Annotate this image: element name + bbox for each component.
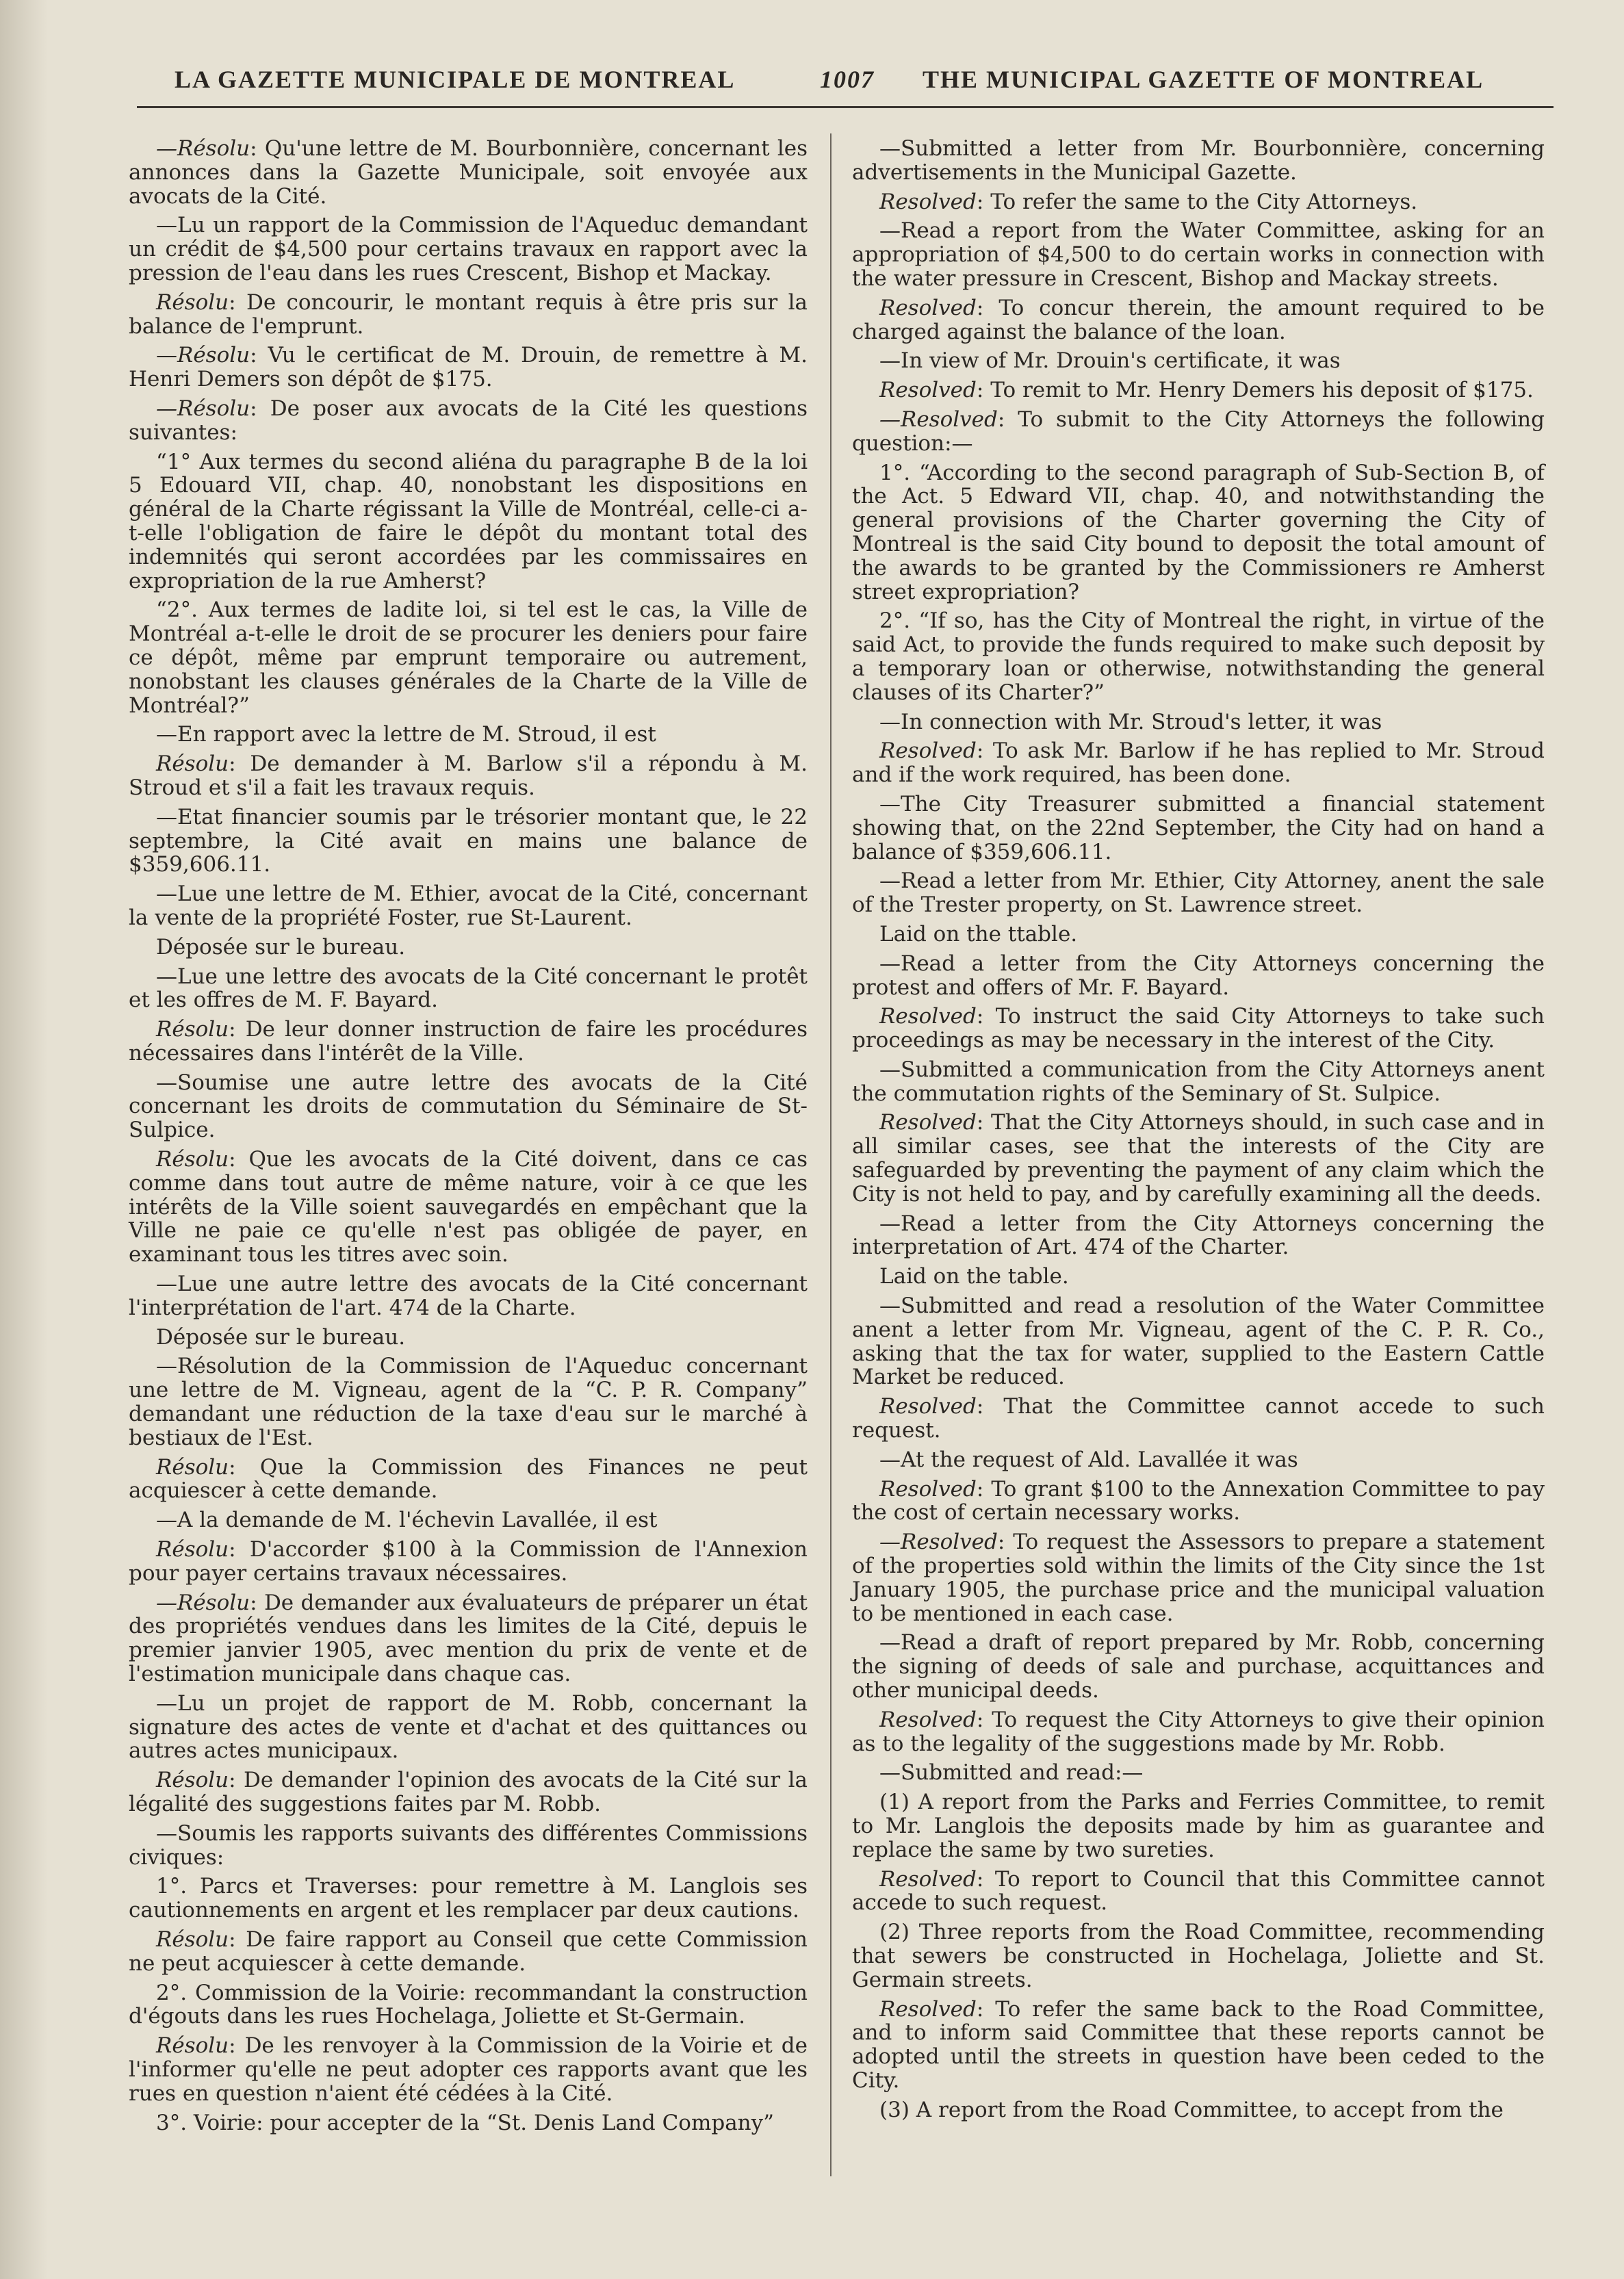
french-paragraph — [129, 2111, 808, 2135]
english-paragraph — [852, 137, 1545, 185]
french-resolution-lead: Résolu — [156, 1927, 229, 1952]
english-paragraph-text: : To request the City Attorneys to give their opinion as to the legality of the suggestions made by Mr. Robb. — [852, 1707, 1545, 1756]
french-paragraph — [129, 723, 808, 747]
french-paragraph — [129, 1692, 808, 1763]
french-paragraph — [129, 752, 808, 800]
english-paragraph — [852, 1631, 1545, 1702]
french-paragraph — [129, 1148, 808, 1267]
english-paragraph-text: —Submitted and read:— — [879, 1760, 1144, 1786]
english-resolution-lead: Resolved — [879, 1476, 977, 1502]
french-resolution-lead: Résolu — [156, 1768, 229, 1793]
header-french-title: LA GAZETTE MUNICIPALE DE MONTREAL — [175, 66, 736, 93]
english-resolution-lead: Resolved — [879, 1996, 977, 2022]
french-paragraph-text: 2°. Commission de la Voirie: recommandant la construction d'égouts dans les rues Hochelaga, Joliette et St-Germain. — [129, 1980, 808, 2029]
english-paragraph — [852, 739, 1545, 787]
header-rule — [137, 106, 1554, 108]
french-paragraph — [129, 1538, 808, 1586]
english-resolution-lead: —Resolved — [879, 1530, 998, 1555]
french-paragraph-text: —Soumise une autre lettre des avocats de la Cité concernant les droits de commutation du Séminaire de St-Sulpice. — [129, 1070, 808, 1143]
french-resolution-lead: Résolu — [156, 1537, 229, 1562]
english-column — [852, 137, 1545, 2128]
french-paragraph-text: : De concourir, le montant requis à être pris sur la balance de l'emprunt. — [129, 289, 808, 339]
english-paragraph — [852, 461, 1545, 604]
french-paragraph — [129, 291, 808, 339]
english-paragraph — [852, 349, 1545, 373]
english-paragraph-text: Laid on the table. — [879, 1264, 1069, 1289]
french-resolution-lead: Résolu — [156, 2033, 229, 2059]
english-paragraph-text: : To concur therein, the amount required to be charged against the balance of the loan. — [852, 295, 1545, 344]
french-paragraph-text: 1°. Parcs et Traverses: pour remettre à M. Langlois ses cautionnements en argent et les remplacer par deux cautions. — [129, 1874, 808, 1923]
english-paragraph-text: : To refer the same back to the Road Committee, and to inform said Committee that these reports cannot be adopted until the streets in question have been ceded to the City. — [852, 1996, 1545, 2093]
french-paragraph-text: : Qu'une lettre de M. Bourbonnière, concernant les annonces dans la Gazette Municipale, soit envoyée aux avocats de la Cité. — [129, 136, 808, 209]
english-paragraph — [852, 1920, 1545, 1992]
english-resolution-lead: Resolved — [879, 378, 977, 403]
english-paragraph — [852, 1998, 1545, 2093]
english-paragraph — [852, 296, 1545, 344]
french-paragraph — [129, 598, 808, 717]
english-paragraph-text: Laid on the ttable. — [879, 921, 1078, 947]
french-paragraph — [129, 1928, 808, 1976]
french-paragraph-text: : De demander à M. Barlow s'il a répondu à M. Stroud et s'il a fait les travaux requis. — [129, 751, 808, 800]
english-paragraph-text: : To request the Assessors to prepare a statement of the properties sold within the limits of the City since the 1st January 1905, the purchase price and the municipal valuation to be mentioned in each case. — [852, 1530, 1545, 1626]
english-paragraph — [852, 1761, 1545, 1785]
french-paragraph — [129, 1768, 808, 1816]
page-number: 1007 — [820, 66, 875, 93]
english-paragraph — [852, 1212, 1545, 1260]
english-paragraph-text: —At the request of Ald. Lavallée it was — [879, 1447, 1298, 1472]
french-paragraph — [129, 1508, 808, 1532]
english-resolution-lead: Resolved — [879, 738, 977, 764]
english-paragraph — [852, 408, 1545, 456]
french-paragraph — [129, 2034, 808, 2105]
english-paragraph — [852, 710, 1545, 734]
english-paragraph-text: —Read a report from the Water Committee, asking for an appropriation of $4,500 to do certain works in connection with the water pressure in Crescent, Bishop and Mackay streets. — [852, 218, 1545, 291]
english-paragraph-text: —Submitted a letter from Mr. Bourbonnière, concerning advertisements in the Municipal Gazette. — [852, 136, 1545, 185]
french-paragraph — [129, 936, 808, 960]
english-paragraph-text: : To submit to the City Attorneys the following question:— — [852, 407, 1545, 456]
french-paragraph-text: —Etat financier soumis par le trésorier montant que, le 22 septembre, la Cité avait en mains une balance de $359,606.11. — [129, 804, 808, 877]
french-resolution-lead: —Résolu — [156, 1590, 250, 1615]
english-paragraph-text: : To grant $100 to the Annexation Committee to pay the cost of certain necessary works. — [852, 1476, 1545, 1525]
french-paragraph — [129, 344, 808, 391]
french-paragraph — [129, 1018, 808, 1066]
english-paragraph — [852, 1265, 1545, 1289]
english-paragraph — [852, 1294, 1545, 1389]
french-paragraph — [129, 1326, 808, 1350]
english-paragraph-text: : To instruct the said City Attorneys to take such proceedings as may be necessary in the interest of the City. — [852, 1004, 1545, 1053]
french-paragraph-text: —En rapport avec la lettre de M. Stroud, il est — [156, 722, 656, 747]
english-paragraph-text: —Read a draft of report prepared by Mr. Robb, concerning the signing of deeds of sale and purchase, acquittances and other municipal deeds. — [852, 1630, 1545, 1703]
french-resolution-lead: Résolu — [156, 1147, 229, 1172]
french-paragraph-text: : De les renvoyer à la Commission de la Voirie et de l'informer qu'elle ne peut adopter ces rapports avant que les rues en question n'aient été cédées à la Cité. — [129, 2033, 808, 2106]
french-paragraph — [129, 1456, 808, 1504]
english-paragraph — [852, 378, 1545, 402]
french-column — [129, 137, 808, 2140]
english-paragraph-text: —Read a letter from the City Attorneys concerning the protest and offers of Mr. F. Bayard. — [852, 951, 1545, 1000]
french-resolution-lead: Résolu — [156, 1454, 229, 1480]
french-paragraph — [129, 1591, 808, 1686]
french-paragraph — [129, 1981, 808, 2029]
french-paragraph — [129, 1071, 808, 1142]
english-resolution-lead: Resolved — [879, 1394, 977, 1419]
french-paragraph-text: —Lue une autre lettre des avocats de la Cité concernant l'interprétation de l'art. 474 de la Charte. — [129, 1272, 808, 1320]
english-paragraph-text: : To remit to Mr. Henry Demers his deposit of $175. — [976, 378, 1534, 403]
english-paragraph-text: —In connection with Mr. Stroud's letter, it was — [879, 709, 1382, 734]
french-paragraph-text: : Que les avocats de la Cité doivent, dans ce cas comme dans tout autre de même nature, voir à ce que les intérêts de la Ville soient sauvegardés en empêchant que la Ville ne paie ce qu'elle n'est pas obligée de payer, en examinant tous les titres avec soin. — [129, 1147, 808, 1267]
french-paragraph — [129, 1272, 808, 1320]
french-paragraph-text: : De poser aux avocats de la Cité les questions suivantes: — [129, 396, 808, 445]
english-paragraph-text: : To report to Council that this Committee cannot accede to such request. — [852, 1866, 1545, 1916]
french-paragraph-text: “2°. Aux termes de ladite loi, si tel est le cas, la Ville de Montréal a-t-elle le droit de se procurer les deniers pour faire ce dépôt, même par emprunt temporaire ou autrement, nonobstant les clauses générales de la Charte de la Ville de Montréal?” — [129, 597, 808, 718]
french-paragraph-text: —Lue une lettre des avocats de la Cité concernant le protêt et les offres de M. F. Bayard. — [129, 964, 808, 1013]
header-english-title: THE MUNICIPAL GAZETTE OF MONTREAL — [923, 66, 1484, 93]
french-paragraph-text: —Lue une lettre de M. Ethier, avocat de la Cité, concernant la vente de la propriété Foster, rue St-Laurent. — [129, 881, 808, 930]
french-resolution-lead: —Résolu — [156, 343, 250, 368]
english-paragraph-text: —The City Treasurer submitted a financial statement showing that, on the 22nd September, the City had on hand a balance of $359,606.11. — [852, 791, 1545, 864]
english-paragraph — [852, 1478, 1545, 1525]
english-paragraph — [852, 219, 1545, 290]
english-paragraph — [852, 190, 1545, 214]
english-paragraph-text: —In view of Mr. Drouin's certificate, it was — [879, 348, 1341, 374]
french-resolution-lead: Résolu — [156, 289, 229, 315]
french-resolution-lead: Résolu — [156, 1017, 229, 1042]
english-paragraph — [852, 2098, 1545, 2122]
french-paragraph — [129, 1875, 808, 1922]
french-paragraph-text: : De faire rapport au Conseil que cette Commission ne peut acquiescer à cette demande. — [129, 1927, 808, 1976]
english-paragraph — [852, 1868, 1545, 1916]
french-paragraph-text: —Soumis les rapports suivants des différentes Commissions civiques: — [129, 1820, 808, 1870]
english-paragraph-text: : To refer the same to the City Attorneys. — [976, 189, 1418, 214]
english-resolution-lead: Resolved — [879, 1707, 977, 1732]
english-paragraph — [852, 1395, 1545, 1443]
english-paragraph — [852, 952, 1545, 1000]
english-paragraph-text: : That the Committee cannot accede to such request. — [852, 1394, 1545, 1443]
page-binding-shadow — [0, 0, 48, 2279]
french-paragraph — [129, 397, 808, 445]
english-paragraph-text: —Submitted a communication from the City Attorneys anent the commutation rights of the Seminary of St. Sulpice. — [852, 1057, 1545, 1106]
french-paragraph-text: : D'accorder $100 à la Commission de l'Annexion pour payer certains travaux nécessaires. — [129, 1537, 808, 1586]
french-paragraph-text: “1° Aux termes du second aliéna du paragraphe B de la loi 5 Edouard VII, chap. 40, nonobstant les dispositions en général de la Charte régissant la Ville de Montréal, celle-ci a-t-elle l'obligation de faire le dépôt du montant total des indemnités qui seront accordées par les commissaires en expropriation de la rue Amherst? — [129, 449, 808, 593]
english-paragraph — [852, 869, 1545, 917]
french-paragraph-text: Déposée sur le bureau. — [156, 1324, 406, 1350]
english-paragraph — [852, 1111, 1545, 1206]
french-paragraph — [129, 450, 808, 593]
french-paragraph-text: : Vu le certificat de M. Drouin, de remettre à M. Henri Demers son dépôt de $175. — [129, 343, 808, 392]
english-paragraph-text: (1) A report from the Parks and Ferries Committee, to remit to Mr. Langlois the deposits made by him as guarantee and replace the same by two sureties. — [852, 1790, 1545, 1862]
english-paragraph — [852, 1530, 1545, 1625]
french-resolution-lead: Résolu — [156, 751, 229, 777]
english-resolution-lead: Resolved — [879, 1110, 977, 1135]
french-paragraph-text: : Que la Commission des Finances ne peut acquiescer à cette demande. — [129, 1454, 808, 1504]
french-paragraph — [129, 1822, 808, 1870]
english-resolution-lead: Resolved — [879, 189, 977, 214]
french-paragraph-text: —A la demande de M. l'échevin Lavallée, il est — [156, 1508, 658, 1533]
english-paragraph — [852, 1058, 1545, 1106]
french-paragraph-text: : De leur donner instruction de faire les procédures nécessaires dans l'intérêt de la Ville. — [129, 1017, 808, 1066]
french-paragraph-text: —Lu un rapport de la Commission de l'Aqueduc demandant un crédit de $4,500 pour certains travaux en rapport avec la pression de l'eau dans les rues Crescent, Bishop et Mackay. — [129, 213, 808, 285]
french-paragraph — [129, 882, 808, 930]
french-paragraph-text: —Résolution de la Commission de l'Aqueduc concernant une lettre de M. Vigneau, agent de la “C. P. R. Company” demandant une réduction de la taxe d'eau sur le marché à bestiaux de l'Est. — [129, 1354, 808, 1450]
column-divider — [830, 133, 832, 2176]
french-paragraph-text: Déposée sur le bureau. — [156, 934, 406, 960]
english-paragraph-text: —Read a letter from Mr. Ethier, City Attorney, anent the sale of the Trester property, on St. Lawrence street. — [852, 868, 1545, 918]
english-paragraph — [852, 609, 1545, 704]
english-paragraph-text: 2°. “If so, has the City of Montreal the right, in virtue of the said Act, to provide the funds required to make such deposit by a temporary loan or otherwise, notwithstanding the general clauses of its Charter?” — [852, 608, 1545, 705]
french-paragraph-text: 3°. Voirie: pour accepter de la “St. Denis Land Company” — [156, 2110, 774, 2135]
french-paragraph — [129, 214, 808, 285]
english-paragraph-text: —Submitted and read a resolution of the Water Committee anent a letter from Mr. Vigneau, agent of the C. P. R. Co., asking that the tax for water, supplied to the Eastern Cattle Market be reduced. — [852, 1293, 1545, 1390]
english-paragraph — [852, 793, 1545, 864]
french-resolution-lead: —Résolu — [156, 396, 250, 421]
english-paragraph — [852, 1790, 1545, 1862]
french-paragraph — [129, 1354, 808, 1450]
french-paragraph — [129, 806, 808, 877]
english-resolution-lead: —Resolved — [879, 407, 998, 432]
english-paragraph-text: 1°. “According to the second paragraph of Sub-Section B, of the Act. 5 Edward VII, chap. 40, and notwithstanding the general provisions of the Charter governing the City of Montreal is the said City bound to deposit the total amount of the awards to be granted by the Commissioners re Amherst street expropriation? — [852, 460, 1545, 604]
english-paragraph-text: —Read a letter from the City Attorneys concerning the interpretation of Art. 474 of the Charter. — [852, 1211, 1545, 1260]
english-resolution-lead: Resolved — [879, 1866, 977, 1892]
english-paragraph-text: : To ask Mr. Barlow if he has replied to Mr. Stroud and if the work required, has been done. — [852, 738, 1545, 788]
english-paragraph-text: : That the City Attorneys should, in such case and in all similar cases, see that the interests of the City are safeguarded by preventing the payment of any claim which the City is not held to pay, and by carefully examining all the deeds. — [852, 1110, 1545, 1207]
french-paragraph-text: : De demander aux évaluateurs de préparer un état des propriétés vendues dans les limites de la Cité, depuis le premier janvier 1905, avec mention du prix de vente et de l'estimation municipale dans chaque cas. — [129, 1590, 808, 1687]
english-paragraph — [852, 1005, 1545, 1053]
french-paragraph-text: —Lu un projet de rapport de M. Robb, concernant la signature des actes de vente et d'achat et des quittances ou autres actes municipaux. — [129, 1690, 808, 1764]
english-paragraph — [852, 1708, 1545, 1756]
french-paragraph-text: : De demander l'opinion des avocats de la Cité sur la légalité des suggestions faites par M. Robb. — [129, 1768, 808, 1816]
french-paragraph — [129, 965, 808, 1013]
english-paragraph-text: (3) A report from the Road Committee, to accept from the — [879, 2097, 1504, 2122]
french-paragraph — [129, 137, 808, 208]
english-paragraph — [852, 1448, 1545, 1472]
english-resolution-lead: Resolved — [879, 295, 977, 320]
english-paragraph — [852, 923, 1545, 947]
french-resolution-lead: —Résolu — [156, 136, 250, 161]
english-resolution-lead: Resolved — [879, 1004, 977, 1029]
english-paragraph-text: (2) Three reports from the Road Committee, recommending that sewers be constructed in Hochelaga, Joliette and St. Germain streets. — [852, 1920, 1545, 1992]
